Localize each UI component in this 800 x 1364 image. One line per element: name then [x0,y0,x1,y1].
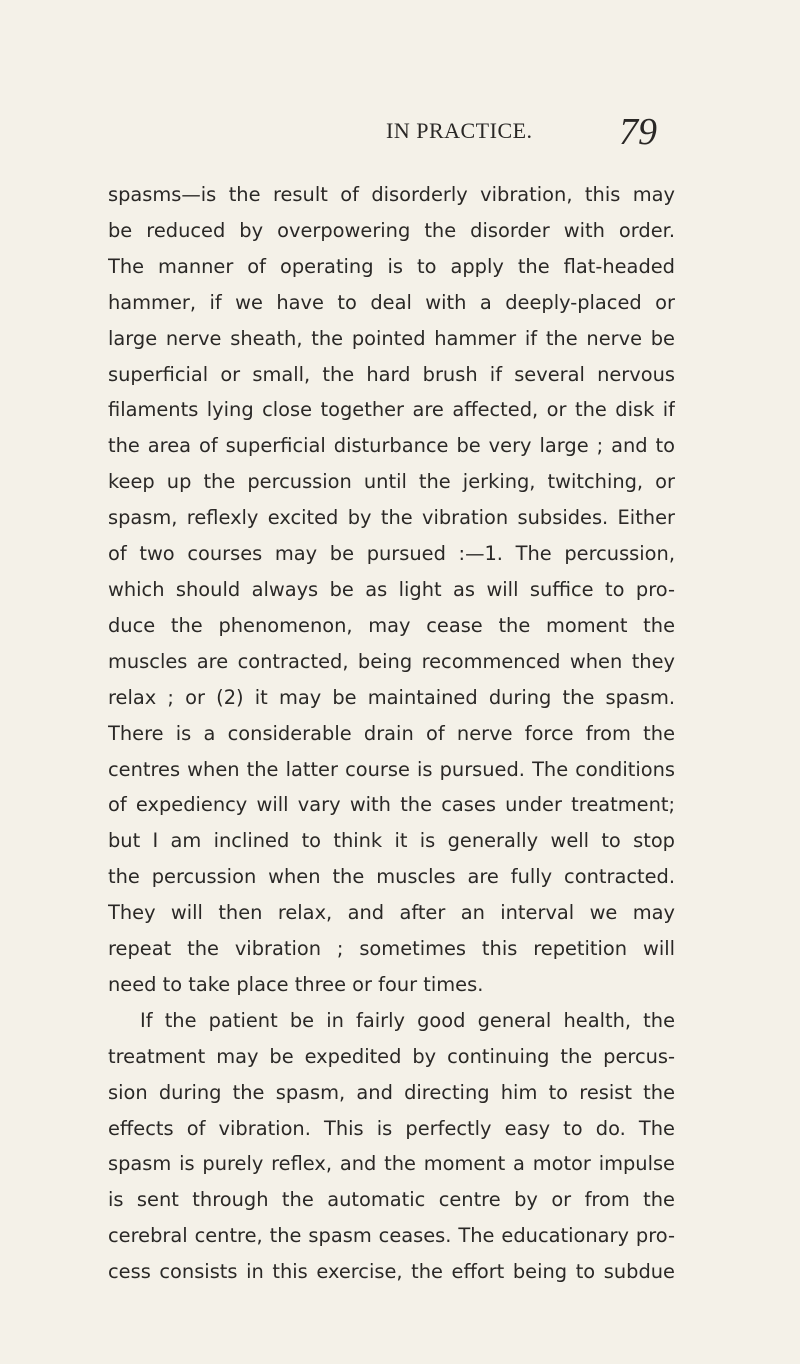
text-line: duce the phenomenon, may cease the moment the [108,613,675,637]
text-line: large nerve sheath, the pointed hammer if the nerve be [108,326,675,350]
text-line: of two courses may be pursued :—1. The percussion, [108,542,675,566]
text-line: hammer, if we have to deal with a deeply-placed or [108,290,675,314]
text-line: effects of vibration. This is perfectly easy to do. The [108,1116,675,1140]
text-line: of expediency will vary with the cases under treatment; [108,793,675,817]
text-line: need to take place three or four times. [108,972,484,996]
text-line: spasm is purely reflex, and the moment a motor impulse [108,1152,675,1176]
text-line: the area of superficial disturbance be very large ; and to [108,434,675,458]
text-line: which should always be as light as will suffice to pro- [108,577,675,601]
text-line: centres when the latter course is pursued. The conditions [108,757,675,781]
text-line: keep up the percussion until the jerking, twitching, or [108,470,675,494]
text-line: treatment may be expedited by continuing the percus- [108,1044,675,1068]
text-line: If the patient be in fairly good general health, the [140,1008,675,1032]
running-head [0,112,800,152]
text-line: relax ; or (2) it may be maintained during the spasm. [108,685,675,709]
text-line: but I am inclined to think it is generally well to stop [108,829,675,853]
text-line: The manner of operating is to apply the flat-headed [108,254,675,278]
text-line: is sent through the automatic centre by or from the [108,1188,675,1212]
text-line: the percussion when the muscles are fully contracted. [108,865,675,889]
text-line: repeat the vibration ; sometimes this repetition will [108,937,675,961]
running-title: IN PRACTICE. [386,118,533,143]
text-line: muscles are contracted, being recommenced when they [108,649,675,673]
text-line: filaments lying close together are affected, or the disk if [108,398,675,422]
text-line: spasm, reflexly excited by the vibration subsides. Either [108,506,675,530]
text-line: They will then relax, and after an interval we may [108,901,675,925]
text-line: spasms—is the result of disorderly vibration, this may [108,183,675,206]
text-line: be reduced by overpowering the disorder with order. [108,218,675,242]
text-line: superficial or small, the hard brush if several nervous [108,362,675,386]
text-line: sion during the spasm, and directing him to resist the [108,1080,675,1104]
page-number: 79 [619,111,657,153]
text-line: There is a considerable drain of nerve force from the [108,721,675,745]
body-text [108,177,675,1290]
text-line: cerebral centre, the spasm ceases. The educationary pro- [108,1224,675,1248]
text-line: cess consists in this exercise, the effort being to subdue [108,1260,675,1284]
